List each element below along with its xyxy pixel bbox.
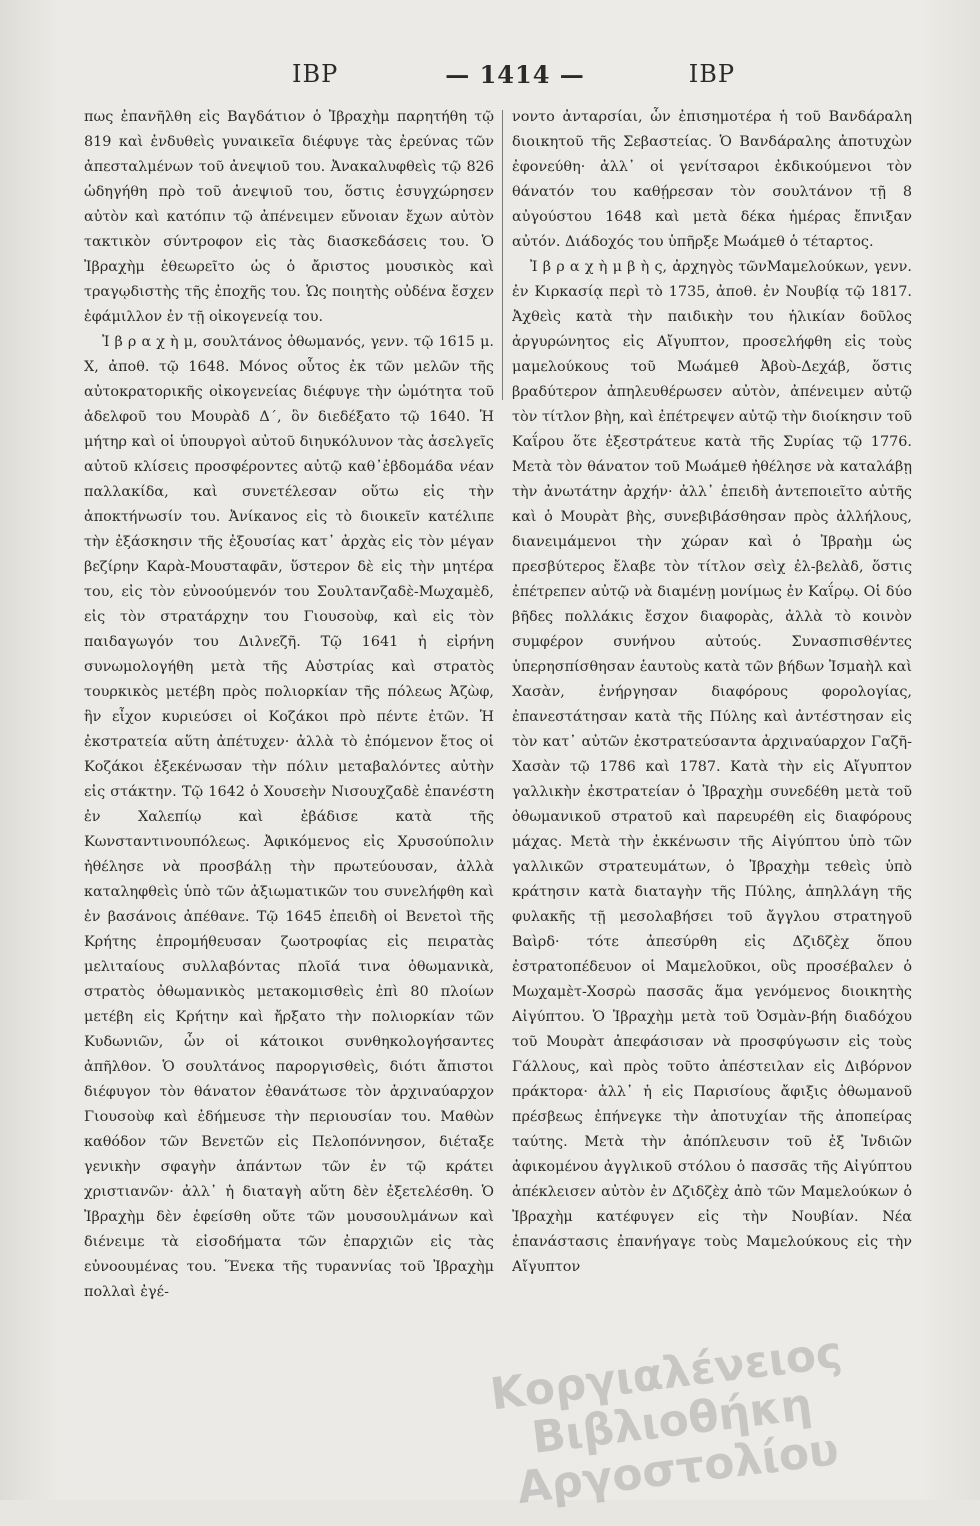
library-watermark-stamp: Κοργιαλένειος Βιβλιοθήκη Αργοστολίου xyxy=(487,1326,845,1515)
running-head-right: ΙΒΡ xyxy=(688,60,735,88)
column-divider xyxy=(502,110,503,400)
page-number: — 1414 — xyxy=(445,60,585,89)
paragraph: Ἰ β ρ α χ ὴ μ β ὴ ς, ἀρχηγὸς τῶνΜαμελούκων, γενν. ἐν Κιρκασίᾳ περὶ τὸ 1735, ἀποθ. ἐν Νουβίᾳ τῷ 1817. Ἀχθεὶς κατὰ τὴν παιδικὴν του ἡλικίαν δοῦλος ἀργυρώνητος εἰς Αἴγυπτον, προσελήφθη εἰς τοὺς μαμελούκους τοῦ Μωάμεθ Ἀβοὺ-Δεχάβ, ὅστις βραδύτερον ἀπηλευθέρωσεν αὐτὸν, ἀπένειμεν αὐτῷ τὸν τίτλον βὴη, καὶ ἐπέτρεψεν αὐτῷ τὴν διοίκησιν τοῦ Καΐρου ὅτε ἐξεστράτευε κατὰ τῆς Συρίας τῷ 1776. Μετὰ τὸν θάνατον τοῦ Μωάμεθ ἠθέλησε νὰ καταλάβῃ τὴν ἀνωτάτην ἀρχήν· ἀλλ᾽ ἐπειδὴ ἀντεποιεῖτο αὐτῆς καὶ ὁ Μουρὰτ βὴς, συνεβιβάσθησαν πρὸς ἀλλήλους, διανειμάμενοι τὴν χώραν καὶ ὁ Ἰβραὴμ ὡς πρεσβύτερος ἔλαβε τὸν τίτλον σεὶχ ἐλ-βελὰδ, ὅστις ἐπέτρεπεν αὐτῷ νὰ διαμένῃ μονίμως ἐν Καΐρῳ. Οἱ δύο βῆδες πολλάκις ἔσχον διαφορὰς, ἀλλὰ τὸ κοινὸν συμφέρον συνήνου αὐτούς. Συνασπισθέντες ὑπερησπίσθησαν ἑαυτοὺς κατὰ τῶν βήδων Ἰσμαὴλ καὶ Χασὰν, ἐνήργησαν διαφόρους φορολογίας, ἐπανεστάτησαν κατὰ τῆς Πύλης καὶ ἀντέστησαν εἰς τὸν κατ᾽ αὐτῶν ἐκστρατεύσαντα ἀρχιναύαρχον Γαζῆ-Χασὰν τῷ 1786 καὶ 1787. Κατὰ τὴν εἰς Αἴγυπτον γαλλικὴν ἐκστρατείαν ὁ Ἰβραχὴμ συνεδέθη μετὰ τοῦ ὀθωμανικοῦ στρατοῦ καὶ παρευρέθη εἰς διαφόρους μάχας. Μετὰ τὴν ἐκκένωσιν τῆς Αἰγύπτου ὑπὸ τῶν γαλλικῶν στρατευμάτων, ὁ Ἰβραχὴμ τεθεὶς ὑπὸ κράτησιν κατὰ διαταγὴν τῆς Πύλης, ἀπηλλάγη τῆς φυλακῆς τῇ μεσολαβήσει τοῦ ἄγγλου στρατηγοῦ Βαὶρδ· τότε ἀπεσύρθη εἰς Δζιδζὲχ ὅπου ἐστρατοπέδευον οἱ Μαμελοῦκοι, οὓς προσέβαλεν ὁ Μωχαμὲτ-Χοσρὼ πασσᾶς ἅμα γενόμενος διοικητὴς Αἰγύπτου. Ὁ Ἰβραχὴμ μετὰ τοῦ Ὀσμὰν-βήη διαδόχου τοῦ Μουρὰτ ἀπεφάσισαν νὰ προσφύγωσιν εἰς τοὺς Γάλλους, καὶ πρὸς τοῦτο ἀπέστειλαν εἰς Διβόρνον πράκτορα· ἀλλ᾽ ἡ εἰς Παρισίους ἄφιξις ὀθωμανοῦ πρέσβεως ἐπήνεγκε τὴν ἀποτυχίαν τῆς ἀποπείρας ταύτης. Μετὰ τὴν ἀπόπλευσιν τοῦ ἐξ Ἰνδιῶν ἀφικομένου ἀγγλικοῦ στόλου ὁ πασσᾶς τῆς Αἰγύπτου ἀπέκλεισεν αὐτὸν ἐν Δζιδζὲχ ἀπὸ τῶν Μαμελούκων ὁ Ἰβραχὴμ κατέφυγεν εἰς τὴν Νουβίαν. Νέα ἐπανάστασις ἐπανήγαγε τοὺς Μαμελούκους εἰς τὴν Αἴγυπτον xyxy=(512,259,912,1275)
page-header xyxy=(80,60,920,100)
left-column xyxy=(84,105,494,1475)
paragraph: Ἰ β ρ α χ ὴ μ, σουλτάνος ὀθωμανός, γενν. τῷ 1615 μ. Χ, ἀποθ. τῷ 1648. Μόνος οὗτος ἐκ τῶν μελῶν τῆς αὐτοκρατορικῆς οἰκογενείας διέφυγε τὴν ὠμότητα τοῦ ἀδελφοῦ του Μουρὰδ Δ΄, ὃν διεδέξατο τῷ 1640. Ἡ μήτηρ καὶ οἱ ὑπουργοὶ αὐτοῦ διηυκόλυνον τὰς ἀσελγεῖς αὐτοῦ κλίσεις προσφέροντες αὐτῷ καθ᾽ἑβδομάδα νέαν παλλακίδα, καὶ συνετέλεσαν οὕτω εἰς τὴν ἀποκτήνωσίν του. Ἀνίκανος εἰς τὸ διοικεῖν κατέλιπε τὴν ἐξάσκησιν τῆς ἐξουσίας κατ᾽ ἀρχὰς εἰς τὸν μέγαν βεζίρην Καρὰ-Μουσταφᾶν, ὕστερον δὲ εἰς τὴν μητέρα του, εἰς τὸν εὐνοούμενόν του Σουλτανζαδὲ-Μωχαμὲδ, εἰς τὸν στρατάρχην του Γιουσοὺφ, καὶ εἰς τὸν παιδαγωγόν του Διλνεζῆ. Τῷ 1641 ἡ εἰρήνη συνωμολογήθη μετὰ τῆς Αὐστρίας καὶ στρατὸς τουρκικὸς μετέβη πρὸς πολιορκίαν τῆς πόλεως Ἀζὼφ, ἣν εἶχον κυριεύσει οἱ Κοζάκοι πρὸ πέντε ἐτῶν. Ἡ ἐκστρατεία αὕτη ἀπέτυχεν· ἀλλὰ τὸ ἐπόμενον ἔτος οἱ Κοζάκοι ἐξεκένωσαν τὴν πόλιν μεταβαλόντες αὐτὴν εἰς στάκτην. Τῷ 1642 ὁ Χουσεὴν Νισουχζαδὲ ἐπανέστη ἐν Χαλεπίῳ καὶ ἐβάδισε κατὰ τῆς Κωνσταντινουπόλεως. Ἀφικόμενος εἰς Χρυσούπολιν ἠθέλησε νὰ προσβάλῃ τὴν πρωτεύουσαν, ἀλλὰ καταληφθεὶς ὑπὸ τῶν ἀξιωματικῶν του συνελήφθη καὶ ἐν βασάνοις ἀπέθανε. Τῷ 1645 ἐπειδὴ οἱ Βενετοὶ τῆς Κρήτης ἐπρομήθευσαν ζωοτροφίας εἰς πειρατὰς μελιταίους συλλαβόντας πλοῖά τινα ὀθωμανικὰ, στρατὸς ὀθωμανικὸς μετακομισθεὶς ἐπὶ 80 πλοίων μετέβη εἰς Κρήτην καὶ ἤρξατο τὴν πολιορκίαν τῶν Κυδωνιῶν, ὧν οἱ κάτοικοι συνθηκολογήσαντες ἀπῆλθον. Ὁ σουλτάνος παροργισθεὶς, διότι ἄπιστοι διέφυγον τὸν θάνατον ἐθανάτωσε τὸν ἀρχιναύαρχον Γιουσοὺφ καὶ ἐδήμευσε τὴν περιουσίαν του. Μαθὼν καθόδον τῶν Βενετῶν εἰς Πελοπόννησον, διέταξε γενικὴν σφαγὴν ἁπάντων τῶν ἐν τῷ κράτει χριστιανῶν· ἀλλ᾽ ἡ διαταγὴ αὕτη δὲν ἐξετελέσθη. Ὁ Ἰβραχὴμ δὲν ἐφείσθη οὔτε τῶν μουσουλμάνων καὶ διένειμε τὰ εἰσοδήματα τῶν ἐπαρχιῶν εἰς τὰς εὐνοουμένας του. Ἕνεκα τῆς τυραννίας τοῦ Ἰβραχὴμ πολλαὶ ἐγέ- xyxy=(84,334,494,1300)
paragraph: πως ἐπανῆλθη εἰς Βαγδάτιον ὁ Ἰβραχὴμ παρητήθη τῷ 819 καὶ ἐνδυθεὶς γυναικεῖα διέφυγε τὰς ἐρεύνας τῶν ἀπεσταλμένων τοῦ ἀνεψιοῦ του. Ἀνακαλυφθεὶς τῷ 826 ὡδηγήθη πρὸ τοῦ ἀνεψιοῦ του, ὅστις ἐσυγχώρησεν αὐτὸν καὶ κατόπιν τῷ ἀπένειμεν εὔνοιαν ἔχων αὐτὸν τακτικὸν σύντροφον εἰς τὰς διασκεδάσεις του. Ὁ Ἰβραχὴμ ἐθεωρεῖτο ὡς ὁ ἄριστος μουσικὸς καὶ τραγῳδιστὴς τῆς ἐποχῆς του. Ὡς ποιητὴς οὐδένα ἔσχεν ἐφάμιλλον ἐν τῇ οἰκογενείᾳ του. xyxy=(84,109,494,325)
running-head-left: ΙΒΡ xyxy=(292,60,339,88)
right-column xyxy=(512,105,912,1475)
paragraph: νοντο ἀνταρσίαι, ὧν ἐπισημοτέρα ἡ τοῦ Βανδάραλη διοικητοῦ τῆς Σεβαστείας. Ὁ Βανδάραλης ἀποτυχὼν ἐφονεύθη· ἀλλ᾽ οἱ γενίτσαροι ἐκδικούμενοι τὸν θάνατόν του καθῄρεσαν τὸν σουλτάνον τῇ 8 αὐγούστου 1648 καὶ μετὰ δέκα ἡμέρας ἔπνιξαν αὐτόν. Διάδοχός του ὑπῆρξε Μωάμεθ ὁ τέταρτος. xyxy=(512,109,912,250)
